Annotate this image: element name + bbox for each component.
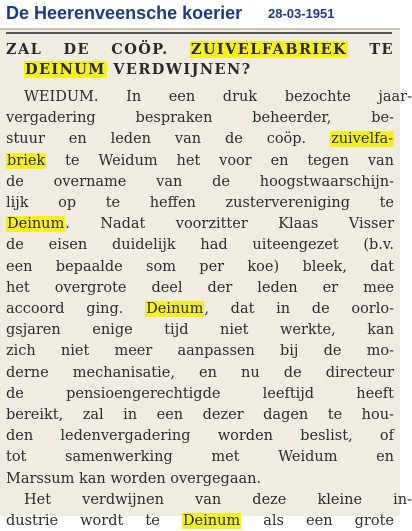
body-line — [6, 214, 394, 234]
body-line — [6, 108, 394, 128]
highlighted-term: briek — [7, 152, 46, 169]
body-line — [6, 278, 394, 298]
highlighted-term: zuivelfa- — [331, 131, 393, 148]
text-run: . Nadat voorzitter Klaas Visser — [65, 216, 394, 233]
body-line — [6, 384, 394, 404]
newspaper-title: De Heerenveensche koerier — [6, 3, 243, 23]
newspaper-clipping — [0, 28, 412, 529]
body-line — [6, 341, 394, 361]
text-run: lijk op te heffen zustervereniging te — [6, 195, 394, 211]
text-run: dustrie wordt te — [6, 513, 182, 529]
text-run: het overgrote deel der leden er mee — [6, 279, 394, 296]
text-run: tot samenwerking met Weidum en — [6, 449, 394, 466]
text-run: accoord ging. — [6, 301, 146, 317]
highlighted-term: Deinum — [7, 216, 65, 233]
text-run: derne mechanisatie, en nu de directeur — [6, 364, 394, 381]
body-line — [6, 299, 394, 319]
text-run: den ledenvergadering worden beslist, of — [6, 428, 394, 445]
body-line — [6, 257, 394, 277]
text-run: TE — [348, 41, 395, 58]
body-line — [6, 320, 394, 340]
body-line — [6, 426, 394, 446]
text-run: stuur en leden van de coöp. — [6, 131, 331, 148]
text-run: de pensioengerechtigde leeftijd heeft — [6, 385, 394, 402]
body-line — [6, 363, 394, 383]
body-line — [6, 490, 412, 510]
text-run: de eisen duidelijk had uiteengezet (b.v. — [6, 237, 394, 254]
body-line — [6, 405, 394, 425]
publication-date: 28-03-1951 — [268, 6, 335, 21]
body-line — [6, 129, 394, 149]
text-run: als een grote — [241, 513, 394, 529]
body-line — [6, 511, 394, 531]
text-run: , dat in de oorlo- — [204, 301, 394, 317]
body-line — [6, 172, 394, 192]
text-run: bereikt, zal in een dezer dagen te hou- — [6, 407, 394, 423]
column-rule — [6, 32, 392, 34]
body-line — [6, 193, 394, 213]
text-run: Het verdwijnen van deze kleine in- — [24, 491, 412, 508]
text-run: VERDWIJNEN? — [106, 61, 252, 78]
text-run: zich niet meer aanpassen bij de mo- — [6, 343, 394, 360]
text-run: te Weidum het voor en tegen van — [46, 152, 394, 169]
text-run: ZAL DE COÖP. — [6, 41, 190, 58]
headline-line — [6, 60, 412, 80]
headline-line — [6, 40, 394, 60]
body-line — [6, 235, 394, 255]
body-line — [6, 87, 412, 107]
highlighted-term: Deinum — [182, 513, 241, 529]
text-run: Marssum kan worden overgegaan. — [6, 470, 262, 487]
body-line — [6, 469, 394, 489]
text-run: WEIDUM. In een druk bezochte jaar- — [24, 89, 412, 105]
body-line — [6, 447, 394, 467]
text-run: gsjaren enige tijd niet werkte, kan — [6, 322, 394, 339]
highlighted-term: Deinum — [146, 301, 204, 317]
text-run: een bepaalde som per koe) bleek, dat — [6, 258, 394, 275]
body-line — [6, 151, 394, 171]
highlighted-term: ZUIVELFABRIEK — [190, 41, 348, 58]
highlighted-term: DEINUM — [25, 61, 106, 78]
text-run: de overname van de hoogstwaarschijn- — [6, 173, 394, 190]
text-run: vergadering bespraken beheerder, be- — [6, 110, 394, 127]
masthead — [0, 0, 400, 28]
